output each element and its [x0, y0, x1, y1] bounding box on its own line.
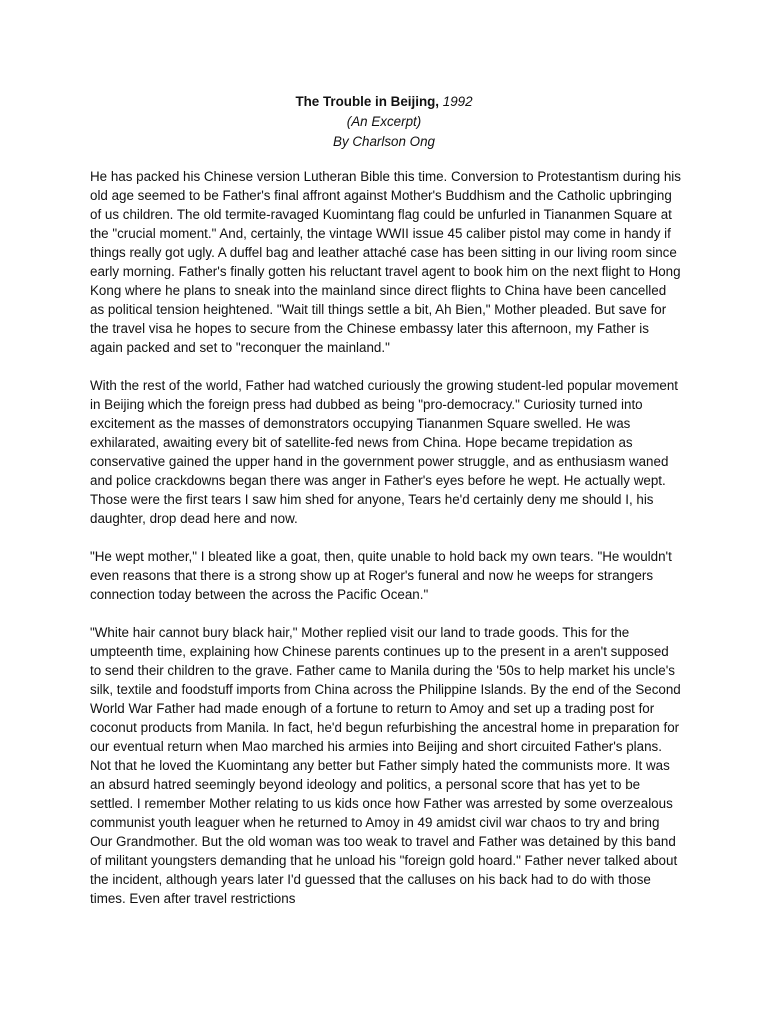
paragraph: "White hair cannot bury black hair," Mother replied visit our land to trade goods. This for the umpteenth time, explaining how Chinese parents continues up to the present in a aren't supposed to send their children to the grave. Father came to Manila during the '50s to help market his uncle's silk, textile and foodstuff imports from China across the Philippine Islands. By the end of the Second World War Father had made enough of a fortune to return to Amoy and set up a trading post for coconut products from Manila. In fact, he'd begun refurbishing the ancestral home in preparation for our eventual return when Mao marched his armies into Beijing and short circuited Father's plans. Not that he loved the Kuomintang any better but Father simply hated the communists more. It was an absurd hatred seemingly beyond ideology and politics, a personal score that has yet to be settled. I remember Mother relating to us kids once how Father was arrested by some overzealous communist youth leaguer when he returned to Amoy in 49 amidst civil war chaos to try and bring Our Grandmother. But the old woman was too weak to travel and Father was detained by this band of militant youngsters demanding that he unload his "foreign gold hoard." Father never talked about the incident, although years later I'd guessed that the calluses on his back had to do with those times. Even after travel restrictions — [90, 625, 681, 906]
paragraph: With the rest of the world, Father had watched curiously the growing student-led popular movement in Beijing which the foreign press had dubbed as being "pro-democracy." Curiosity turned into excitement as the masses of demonstrators occupying Tiananmen Square swelled. He was exhilarated, awaiting every bit of satellite-fed news from China. Hope became trepidation as conservative gained the upper hand in the government power struggle, and as enthusiasm waned and police crackdowns began there was anger in Father's eyes before he wept. He actually wept. Those were the first tears I saw him shed for anyone, Tears he'd certainly deny me should I, his daughter, drop dead here and now. — [90, 378, 679, 526]
document-byline: By Charlson Ong — [333, 134, 435, 149]
paragraph: He has packed his Chinese version Lutheran Bible this time. Conversion to Protestantism during his old age seemed to be Father's final affront against Mother's Buddhism and the Catholic upbringing of us children. The old termite-ravaged Kuomintang flag could be unfurled in Tiananmen Square at the "crucial moment." And, certainly, the vintage WWII issue 45 caliber pistol may come in handy if things really got ugly. A duffel bag and leather attaché case has been sitting in our living room since early morning. Father's finally gotten his reluctant travel agent to book him on the next flight to Hong Kong where he plans to sneak into the mainland since direct flights to China have been cancelled as political tension heightened. "Wait till things settle a bit, Ah Bien," Mother pleaded. But save for the travel visa he hopes to secure from the Chinese embassy later this afternoon, my Father is again packed and set to "reconquer the mainland." — [90, 169, 681, 355]
document-body — [90, 167, 682, 908]
document-header — [0, 92, 768, 152]
document-year: 1992 — [442, 94, 473, 109]
paragraph: "He wept mother," I bleated like a goat, then, quite unable to hold back my own tears. "He wouldn't even reasons that there is a strong show up at Roger's funeral and now he weeps for strangers connection today between the across the Pacific Ocean." — [90, 549, 672, 602]
document-subtitle: (An Excerpt) — [346, 114, 422, 129]
title-line — [0, 92, 768, 112]
document-title: The Trouble in Beijing, — [295, 94, 440, 109]
